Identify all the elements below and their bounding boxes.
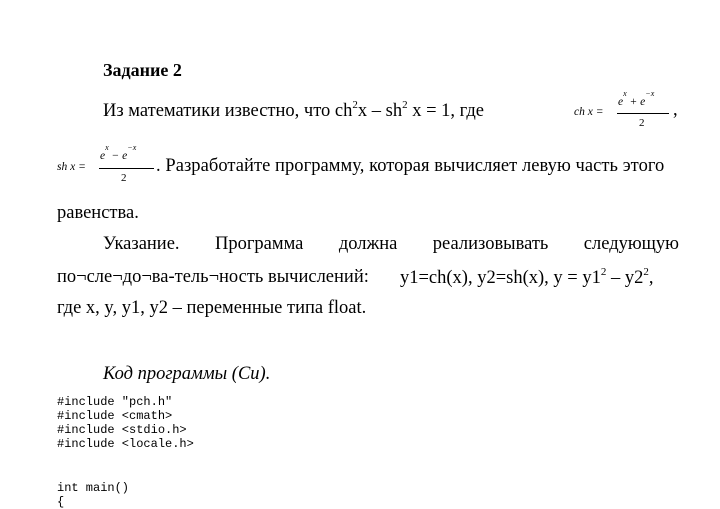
code-line-2: #include <cmath> xyxy=(57,409,173,423)
p2-word-1: Указание. xyxy=(103,234,180,254)
p2-sup-2: 2 xyxy=(643,266,649,278)
p2-word-4: реализовывать xyxy=(432,234,549,254)
paragraph-1-line-1 xyxy=(103,100,484,122)
task-heading: Задание 2 xyxy=(103,60,182,80)
code-heading: Код программы (Си). xyxy=(103,364,271,384)
sh-fraction-bar xyxy=(99,168,154,169)
ch-denominator: 2 xyxy=(639,117,645,129)
p1-lead: Из математики известно, что ch xyxy=(103,101,353,122)
p2-word-5: следующую xyxy=(583,234,679,254)
paragraph-1-line-2: . Разработайте программу, которая вычисляет левую часть этого xyxy=(156,156,665,176)
sh-lhs: sh x = xyxy=(57,161,86,173)
p2-word-3: должна xyxy=(338,234,398,254)
p2-formula-d: , xyxy=(648,268,654,289)
ch-comma: , xyxy=(673,100,678,120)
paragraph-2-line-3: где x, y, y1, y2 – переменные типа float. xyxy=(57,298,367,318)
code-line-1: #include "pch.h" xyxy=(57,395,173,409)
paragraph-2-line-1 xyxy=(103,234,679,255)
code-line-8: { xyxy=(57,495,65,509)
p2-formula-a: y1=ch(x), y2=sh(x), y = y1 xyxy=(400,268,601,289)
p1-sup2: 2 xyxy=(402,99,408,111)
sh-numerator: $e^x - e^{-x}$ xyxy=(100,143,137,162)
p2-formula-c: – y2 xyxy=(606,268,644,289)
p2-word-2: Программа xyxy=(214,234,304,254)
p1-sup1: 2 xyxy=(352,99,358,111)
paragraph-2-line-2a: по¬сле¬до¬ва-тель¬ность вычислений: xyxy=(57,267,369,287)
paragraph-2-line-2b xyxy=(400,267,653,289)
ch-numerator: $e^x + e^{-x}$ xyxy=(618,89,655,108)
p1-mid1: x – sh xyxy=(357,101,403,122)
code-line-4: #include <locale.h> xyxy=(57,437,194,451)
code-line-7: int main() xyxy=(57,481,130,495)
ch-lhs: ch x = xyxy=(574,106,604,118)
ch-fraction-bar xyxy=(617,113,669,114)
code-line-3: #include <stdio.h> xyxy=(57,423,187,437)
sh-denominator: 2 xyxy=(121,172,127,184)
p2-sup-1: 2 xyxy=(600,266,607,278)
p1-mid2: x = 1, где xyxy=(407,101,484,122)
paragraph-1-line-3: равенства. xyxy=(57,203,139,223)
